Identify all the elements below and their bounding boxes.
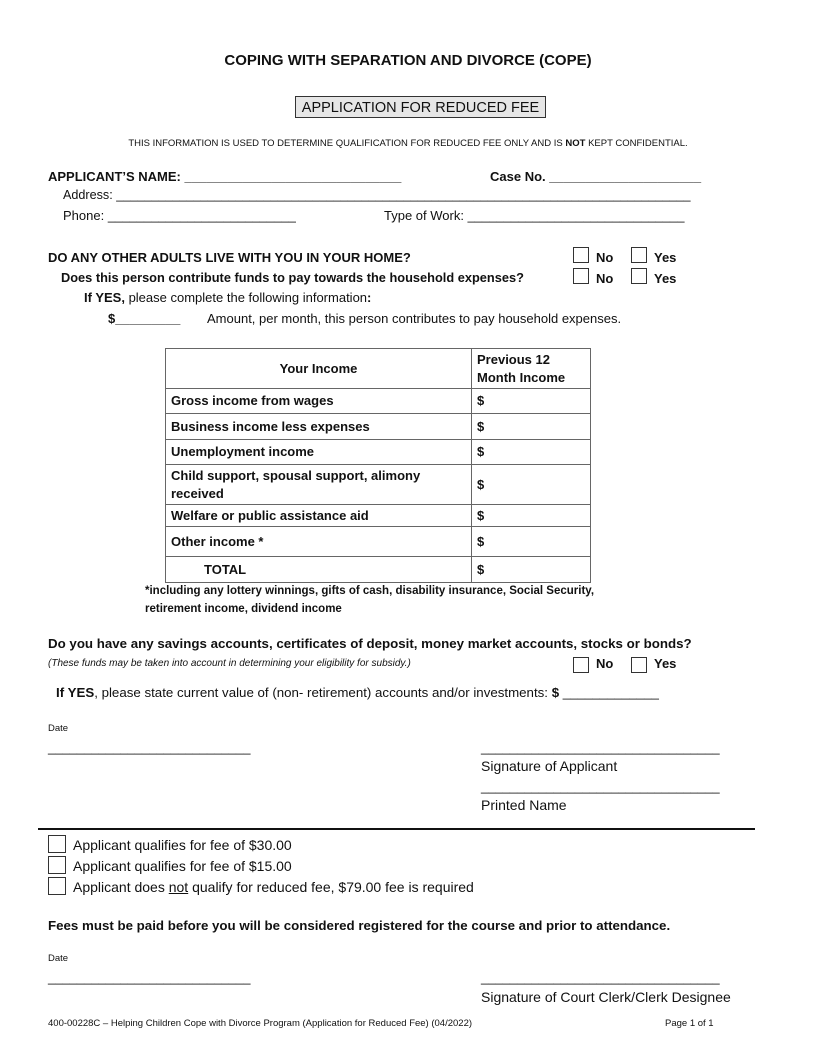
fee-15-checkbox[interactable] — [48, 856, 66, 874]
row-label: Welfare or public assistance aid — [166, 505, 472, 527]
applicant-date-label: Date — [48, 723, 69, 734]
clerk-date-field[interactable]: ____________________________ — [48, 970, 251, 985]
row-value-field[interactable]: $ — [472, 465, 591, 505]
if-yes-instruction — [84, 291, 371, 304]
applicant-signature-field[interactable]: _________________________________ — [481, 740, 720, 755]
office-use-divider — [38, 828, 755, 830]
savings-note: (These funds may be taken into account in determining your eligibility for subsidy.) — [48, 658, 411, 669]
row-value-field[interactable]: $ — [472, 389, 591, 414]
if-yes-text: please complete the following information — [124, 290, 368, 305]
savings-if-yes-text: , please state current value of (non- retirement) accounts and/or investments: — [94, 685, 552, 700]
savings-yes-checkbox[interactable] — [631, 657, 647, 673]
fee-15-label: Applicant qualifies for fee of $15.00 — [73, 858, 292, 874]
fee-30-checkbox[interactable] — [48, 835, 66, 853]
page-number: Page 1 of 1 — [665, 1018, 714, 1029]
clerk-signature-field[interactable]: _________________________________ — [481, 970, 720, 985]
savings-question: Do you have any savings accounts, certificates of deposit, money market accounts, stocks or bonds? — [48, 636, 692, 651]
row-value-field[interactable]: $ — [472, 505, 591, 527]
table-row — [166, 440, 591, 465]
table-row — [166, 527, 591, 557]
clerk-signature-label: Signature of Court Clerk/Clerk Designee — [481, 989, 731, 1005]
fee-30-label: Applicant qualifies for fee of $30.00 — [73, 837, 292, 853]
contribution-amount-field[interactable]: $_________ — [108, 311, 181, 326]
savings-if-yes-bold: If YES — [56, 685, 95, 700]
savings-value-field[interactable] — [56, 686, 659, 699]
form-id-footer: 400-00228C – Helping Children Cope with Divorce Program (Application for Reduced Fee) (04/2022) — [48, 1018, 473, 1029]
savings-yes-label: Yes — [654, 656, 677, 671]
fee-full-not: not — [168, 879, 189, 895]
table-row — [166, 505, 591, 527]
contribute-question: Does this person contribute funds to pay towards the household expenses? — [61, 270, 524, 285]
applicant-signature-label: Signature of Applicant — [481, 758, 618, 774]
income-table — [165, 348, 591, 583]
row-label: TOTAL — [166, 557, 472, 583]
fee-full-text: Applicant does — [73, 879, 169, 895]
other-adults-no-checkbox[interactable] — [573, 247, 589, 263]
other-adults-question: DO ANY OTHER ADULTS LIVE WITH YOU IN YOUR HOME? — [48, 250, 411, 265]
page-title: COPING WITH SEPARATION AND DIVORCE (COPE) — [224, 52, 592, 69]
income-footnote-line2: retirement income, dividend income — [145, 603, 342, 615]
row-label: Child support, spousal support, alimony received — [166, 465, 472, 505]
row-label: Gross income from wages — [166, 389, 472, 414]
savings-no-label: No — [596, 656, 614, 671]
if-yes-bold: If YES, — [84, 290, 125, 305]
table-row — [166, 465, 591, 505]
row-label: Business income less expenses — [166, 414, 472, 440]
contribute-yes-label: Yes — [654, 271, 677, 286]
contribute-no-label: No — [596, 271, 614, 286]
applicant-date-field[interactable]: ____________________________ — [48, 740, 251, 755]
savings-no-checkbox[interactable] — [573, 657, 589, 673]
contribute-no-checkbox[interactable] — [573, 268, 589, 284]
confidentiality-notice — [0, 139, 816, 149]
fees-notice: Fees must be paid before you will be considered registered for the course and prior to attendance. — [48, 918, 671, 933]
fee-full-text-end: qualify for reduced fee, $79.00 fee is required — [188, 879, 474, 895]
phone-field[interactable]: Phone: __________________________ — [63, 208, 296, 223]
column-header-your-income: Your Income — [166, 349, 472, 389]
other-adults-yes-checkbox[interactable] — [631, 247, 647, 263]
case-number-field[interactable]: Case No. _____________________ — [490, 169, 702, 184]
other-adults-yes-label: Yes — [654, 250, 677, 265]
row-value-field[interactable]: $ — [472, 557, 591, 583]
notice-text: THIS INFORMATION IS USED TO DETERMINE QUALIFICATION FOR REDUCED FEE ONLY AND IS — [128, 138, 566, 149]
address-field[interactable]: Address: __________________________________________________________________________________ — [63, 188, 691, 202]
row-value-field[interactable]: $ — [472, 414, 591, 440]
column-header-previous-12-month — [472, 349, 591, 389]
table-row — [166, 389, 591, 414]
fee-full-checkbox[interactable] — [48, 877, 66, 895]
notice-bold: NOT — [565, 138, 586, 149]
contribution-amount-label: Amount, per month, this person contributes to pay household expenses. — [207, 311, 622, 326]
savings-blank: _____________ — [559, 685, 659, 700]
clerk-date-label: Date — [48, 953, 69, 964]
notice-text-end: KEPT CONFIDENTIAL. — [585, 138, 688, 149]
row-value-field[interactable]: $ — [472, 440, 591, 465]
fee-full-label — [73, 880, 474, 894]
type-of-work-field[interactable]: Type of Work: ______________________________ — [384, 208, 685, 223]
header-line2: Month Income — [477, 369, 566, 385]
row-label: Other income * — [166, 527, 472, 557]
table-row-total — [166, 557, 591, 583]
income-footnote-line1: *including any lottery winnings, gifts of cash, disability insurance, Social Security, — [145, 585, 595, 597]
page-subtitle: APPLICATION FOR REDUCED FEE — [295, 96, 546, 118]
if-yes-colon: : — [367, 290, 372, 305]
table-header-row — [166, 349, 591, 389]
printed-name-label: Printed Name — [481, 797, 567, 813]
applicant-name-field[interactable]: APPLICANT’S NAME: ______________________________ — [48, 169, 402, 184]
savings-dollar: $ — [551, 685, 560, 700]
printed-name-field[interactable]: _________________________________ — [481, 779, 720, 794]
header-line1: Previous 12 — [477, 351, 550, 367]
other-adults-no-label: No — [596, 250, 614, 265]
contribute-yes-checkbox[interactable] — [631, 268, 647, 284]
table-row — [166, 414, 591, 440]
row-value-field[interactable]: $ — [472, 527, 591, 557]
row-label: Unemployment income — [166, 440, 472, 465]
